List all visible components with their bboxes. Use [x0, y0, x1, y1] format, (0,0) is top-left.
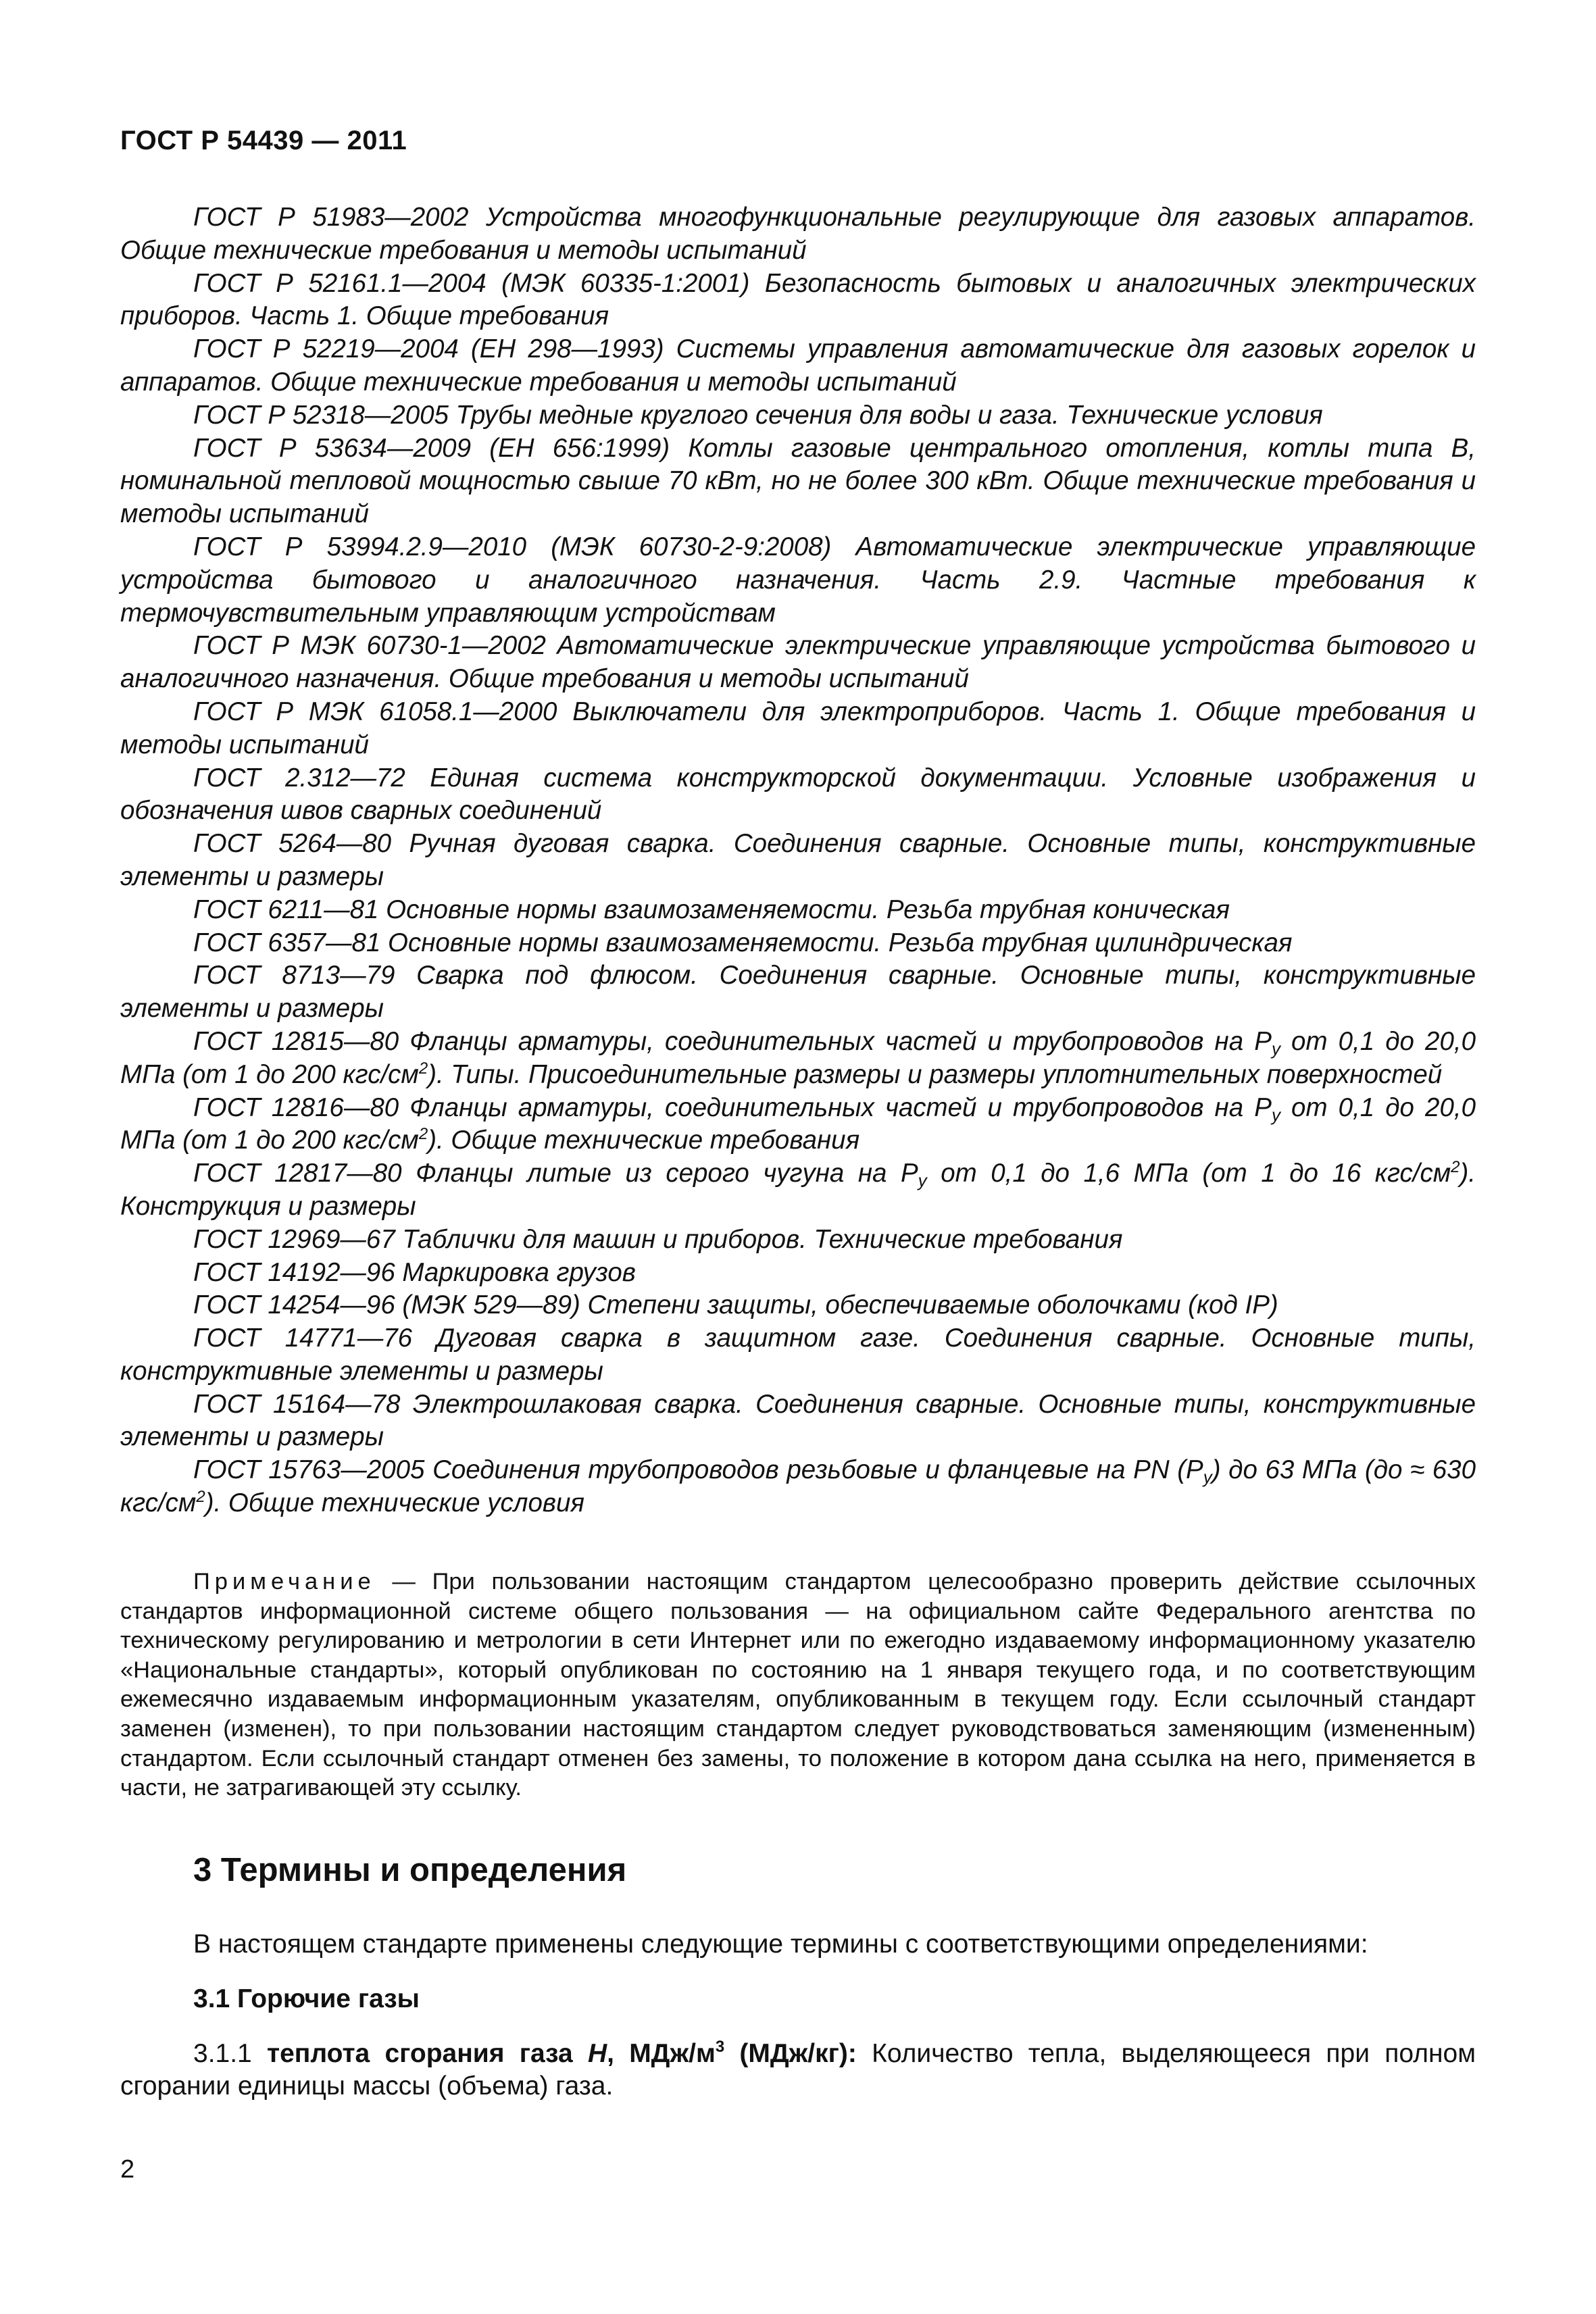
- reference-item: ГОСТ Р 52318—2005 Трубы медные круглого сечения для воды и газа. Технические условия: [193, 400, 1323, 430]
- reference-item: ГОСТ 12969—67 Таблички для машин и приборов. Технические требования: [193, 1224, 1123, 1254]
- subsection-title: 3.1 Горючие газы: [193, 1984, 420, 2013]
- document-header: ГОСТ Р 54439 — 2011: [120, 126, 407, 155]
- reference-item: ГОСТ 15763—2005 Соединения трубопроводов резьбовые и фланцевые на PN $(P_у)$ до 63 МПа (до ≈ 630 кгс/$см^2$). Общие технические условия: [120, 1455, 1476, 1518]
- reference-item: ГОСТ 8713—79 Сварка под флюсом. Соединения сварные. Основные типы, конструктивные элементы и размеры: [120, 961, 1476, 1024]
- reference-item: ГОСТ 12815—80 Фланцы арматуры, соединительных частей и трубопроводов на $P_у$ от 0,1 до 20,0 МПа (от 1 до 200 кгс/$см^2$). Типы. Присоединительные размеры и размеры уплотнительных поверхностей: [120, 1026, 1476, 1089]
- reference-item: ГОСТ Р МЭК 61058.1—2000 Выключатели для электроприборов. Часть 1. Общие требования и методы испытаний: [120, 697, 1476, 759]
- term-name: теплота сгорания газа H, МДж/$м^3$ (МДж/кг):: [266, 2038, 857, 2068]
- reference-item: ГОСТ 12817—80 Фланцы литые из серого чугуна на $P_у$ от 0,1 до 1,6 МПа (от 1 до 16 кгс/$см^2$). Конструкция и размеры: [120, 1158, 1476, 1221]
- reference-item: ГОСТ 6211—81 Основные нормы взаимозаменяемости. Резьба трубная коническая: [193, 895, 1230, 924]
- term-definition-text: Количество тепла, выделяющееся при полном сгорании единицы массы (объема) газа.: [120, 2039, 1476, 2101]
- term-number: 3.1.1: [193, 2039, 267, 2068]
- reference-item: ГОСТ Р МЭК 60730-1—2002 Автоматические электрические управляющие устройства бытового и аналогичного назначения. Общие требования и методы испытаний: [120, 631, 1476, 694]
- note-label: Примечание: [193, 1569, 376, 1594]
- reference-item: ГОСТ Р 53634—2009 (ЕН 656:1999) Котлы газовые центрального отопления, котлы типа В, номинальной тепловой мощностью свыше 70 кВт, но не более 300 кВт. Общие технические требования и методы испытаний: [120, 433, 1476, 529]
- term-definition: [120, 2038, 1476, 2103]
- reference-item: ГОСТ 2.312—72 Единая система конструкторской документации. Условные изображения и обозначения швов сварных соединений: [120, 763, 1476, 826]
- reference-item: ГОСТ Р 52161.1—2004 (МЭК 60335-1:2001) Безопасность бытовых и аналогичных электрических приборов. Часть 1. Общие требования: [120, 268, 1476, 331]
- reference-item: ГОСТ 14254—96 (МЭК 529—89) Степени защиты, обеспечиваемые оболочками (код IP): [193, 1290, 1278, 1320]
- reference-item: ГОСТ 15164—78 Электрошлаковая сварка. Соединения сварные. Основные типы, конструктивные элементы и размеры: [120, 1389, 1476, 1452]
- page-number: 2: [120, 2155, 135, 2184]
- reference-item: ГОСТ Р 51983—2002 Устройства многофункциональные регулирующие для газовых аппаратов. Общие технические требования и методы испытаний: [120, 203, 1476, 265]
- note-text: — При пользовании настоящим стандартом целесообразно проверить действие ссылочных стандартов информационной системе общего пользования — на официальном сайте Федерального агентства по техническому регулированию и метрологии в сети Интернет или по ежегодно издаваемому информационному указателю «Национальные стандарты», который опубликован по состоянию на 1 января текущего года, и по соответствующим ежемесячно издаваемым информационным указателям, опубликованным в текущем году. Если ссылочный стандарт заменен (изменен), то при пользовании настоящим стандартом следует руководствоваться заменяющим (измененным) стандартом. Если ссылочный стандарт отменен без замены, то положение в котором дана ссылка на него, применяется в части, не затрагивающей эту ссылку.: [120, 1569, 1476, 1801]
- section-intro: В настоящем стандарте применены следующие термины с соответствующими определениями:: [193, 1930, 1368, 1959]
- reference-item: ГОСТ Р 52219—2004 (ЕН 298—1993) Системы управления автоматические для газовых горелок и аппаратов. Общие технические требования и методы испытаний: [120, 334, 1476, 397]
- reference-item: ГОСТ 6357—81 Основные нормы взаимозаменяемости. Резьба трубная цилиндрическая: [193, 928, 1293, 957]
- normative-references-list: [120, 201, 1476, 1520]
- reference-item: ГОСТ 14192—96 Маркировка грузов: [193, 1257, 636, 1287]
- reference-item: ГОСТ 14771—76 Дуговая сварка в защитном газе. Соединения сварные. Основные типы, конструктивные элементы и размеры: [120, 1324, 1476, 1386]
- note-paragraph: [120, 1567, 1476, 1803]
- reference-item: ГОСТ Р 53994.2.9—2010 (МЭК 60730-2-9:2008) Автоматические электрические управляющие устройства бытового и аналогичного назначения. Часть 2.9. Частные требования к термочувствительным управляющим устройствам: [120, 532, 1476, 628]
- reference-item: ГОСТ 12816—80 Фланцы арматуры, соединительных частей и трубопроводов на $P_у$ от 0,1 до 20,0 МПа (от 1 до 200 кгс/$см^2$). Общие технические требования: [120, 1092, 1476, 1155]
- reference-item: ГОСТ 5264—80 Ручная дуговая сварка. Соединения сварные. Основные типы, конструктивные элементы и размеры: [120, 829, 1476, 891]
- section-title: 3 Термины и определения: [193, 1852, 627, 1888]
